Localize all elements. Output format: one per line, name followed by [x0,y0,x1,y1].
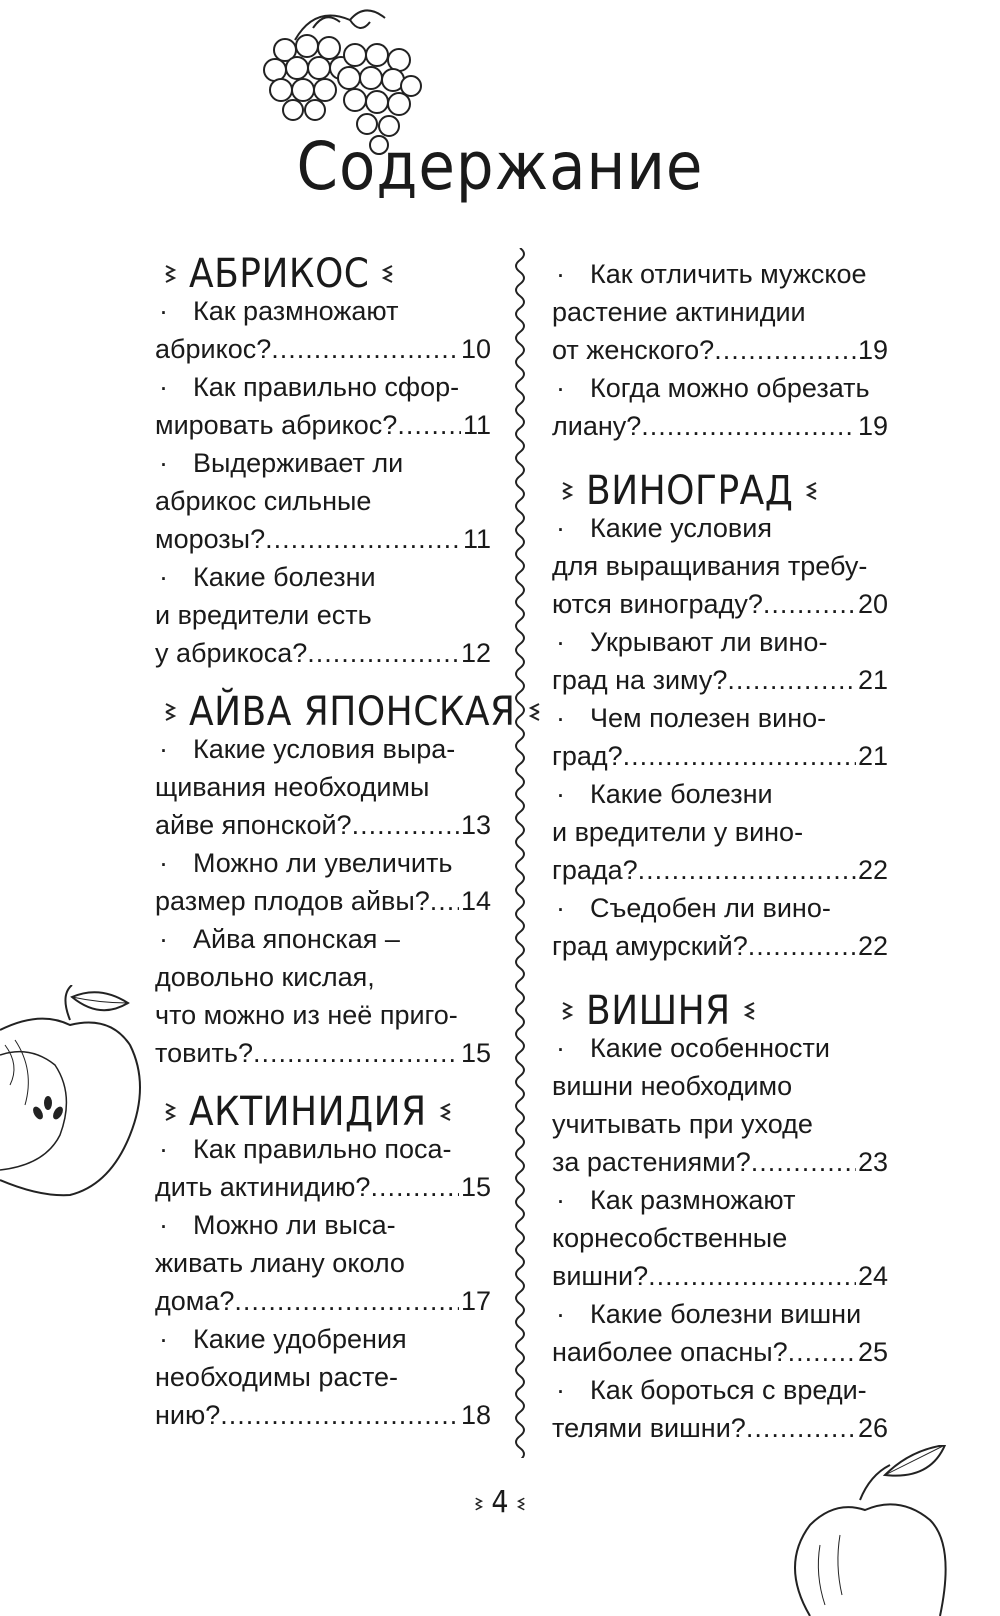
entry-text-line [155,730,491,768]
toc-section [155,686,516,1072]
entry-text-line [155,844,491,882]
entry-text-line [552,1105,888,1143]
entry-text-line [552,623,888,661]
toc-entry[interactable] [552,623,888,699]
entry-text-line [155,596,491,634]
entry-text: Как размножают [193,296,399,326]
toc-column-right [552,248,888,1447]
entry-text-line [552,1029,888,1067]
entry-text: что можно из неё приго- [155,1000,458,1030]
entry-text: и вредители есть [155,600,372,630]
section-title: АКТИНИДИЯ [189,1089,427,1135]
toc-entry[interactable] [155,730,491,844]
entry-text-line [155,558,491,596]
entry-text-line [552,813,888,851]
bullet-glyph: · [556,779,565,809]
bullet-glyph: · [159,734,168,764]
wavy-divider [510,248,530,1458]
entry-text: абрикос? [155,334,272,364]
entry-text: Какие болезни [193,562,376,592]
dot-leader [307,634,459,672]
dot-leader [746,1409,856,1447]
entry-last-line [552,585,888,623]
toc-section [155,1086,491,1434]
entry-text: Какие условия [590,513,772,543]
toc-entry[interactable] [155,368,491,444]
bullet-glyph: · [159,1134,168,1164]
entry-last-line [552,407,888,445]
entry-page-number: 10 [460,334,491,364]
entry-text-line [155,996,491,1034]
entry-text: Какие особенности [590,1033,830,1063]
dot-leader [648,1257,856,1295]
entry-text-line [155,292,491,330]
entry-page-number: 22 [857,931,888,961]
dot-leader [220,1396,459,1434]
entry-text: растение актинидии [552,297,806,327]
entry-last-line [155,406,491,444]
bullet-glyph: · [556,627,565,657]
entry-text: наиболее опасны? [552,1337,788,1367]
toc-entry[interactable] [155,920,491,1072]
entry-text: необходимы расте- [155,1362,399,1392]
entry-last-line [552,331,888,369]
bullet-glyph: · [159,296,168,326]
entry-text-line [552,1067,888,1105]
entry-text: лиану? [552,411,642,441]
entry-text-line [552,889,888,927]
entry-text: Можно ли выса- [193,1210,396,1240]
entry-text: корнесобственные [552,1223,788,1253]
dot-leader [641,407,856,445]
entry-text-line [552,1219,888,1257]
entry-text: дить актинидию? [155,1172,371,1202]
entry-last-line [552,851,888,889]
entry-text: довольно кислая, [155,962,375,992]
toc-entry[interactable] [552,889,888,965]
bullet-glyph: · [159,924,168,954]
arrow-right-ornament-icon [562,1000,576,1022]
entry-last-line [552,927,888,965]
bullet-glyph: · [159,448,168,478]
bullet-glyph: · [556,1033,565,1063]
entry-text: Айва японская – [193,924,400,954]
entry-page-number: 22 [857,855,888,885]
entry-text: за растениями? [552,1147,751,1177]
arrow-right-ornament-icon [475,1495,485,1513]
entry-text: товить? [155,1038,253,1068]
arrow-left-ornament-icon [437,1101,451,1123]
entry-page-number: 14 [460,886,491,916]
apple-half-illustration-icon [0,985,150,1200]
entry-text-line [155,1244,491,1282]
entry-text: Как бороться с вреди- [590,1375,867,1405]
dot-leader [265,520,461,558]
arrow-left-ornament-icon [741,1000,755,1022]
toc-entry[interactable] [155,558,491,672]
dot-leader [253,1034,459,1072]
entry-text-line [552,1295,888,1333]
entry-text: Какие удобрения [193,1324,407,1354]
toc-entry[interactable] [155,844,491,920]
entry-text: Как правильно сфор- [193,372,460,402]
entry-text-line [552,369,888,407]
entry-text-line [155,958,491,996]
toc-section [552,985,888,1447]
entry-page-number: 13 [460,810,491,840]
entry-page-number: 19 [857,411,888,441]
entry-text-line [155,1206,491,1244]
entry-text: мировать абрикос? [155,410,398,440]
dot-leader [397,406,461,444]
entry-text: Когда можно обрезать [590,373,870,403]
bullet-glyph: · [556,893,565,923]
bullet-glyph: · [556,513,565,543]
toc-entry[interactable] [552,255,888,369]
bullet-glyph: · [556,1299,565,1329]
entry-page-number: 11 [462,524,491,554]
toc-entry[interactable] [155,444,491,558]
entry-text-line [155,1130,491,1168]
entry-text-line [155,368,491,406]
entry-page-number: 19 [857,335,888,365]
entry-text: ются винограду? [552,589,763,619]
arrow-right-ornament-icon [165,1101,179,1123]
apple-illustration-icon [780,1445,1000,1616]
entry-last-line [155,634,491,672]
toc-entry[interactable] [552,699,888,775]
entry-text: вишни необходимо [552,1071,793,1101]
entry-text: для выращивания требу- [552,551,868,581]
arrow-left-ornament-icon [379,263,393,285]
dot-leader [727,661,856,699]
entry-page-number: 20 [857,589,888,619]
arrow-right-ornament-icon [562,480,576,502]
arrow-right-ornament-icon [165,701,179,723]
entry-page-number: 24 [857,1261,888,1291]
entry-text: град амурский? [552,931,748,961]
bullet-glyph: · [556,1185,565,1215]
dot-leader [370,1168,459,1206]
entry-last-line [155,520,491,558]
dot-leader [271,330,459,368]
folio-number: 4 [491,1485,509,1520]
entry-text: Какие болезни вишни [590,1299,862,1329]
entry-text: Чем полезен вино- [590,703,827,733]
entry-text-line [552,699,888,737]
entry-page-number: 21 [857,741,888,771]
entry-text: абрикос сильные [155,486,372,516]
entry-last-line [155,330,491,368]
bullet-glyph: · [556,703,565,733]
entry-text: Выдерживает ли [193,448,404,478]
toc-section [552,465,888,965]
section-title: ВИНОГРАД [586,468,794,514]
entry-text-line [155,482,491,520]
toc-entry[interactable] [552,369,888,445]
entry-text: щивания необходимы [155,772,430,802]
entry-last-line [155,1168,491,1206]
bullet-glyph: · [159,372,168,402]
entry-page-number: 23 [857,1147,888,1177]
entry-last-line [552,661,888,699]
dot-leader [234,1282,459,1320]
entry-last-line [552,1257,888,1295]
entry-text-line [552,293,888,331]
entry-text: дома? [155,1286,235,1316]
toc-entry[interactable] [155,1320,491,1434]
entry-last-line [155,1282,491,1320]
entry-text: размер плодов айвы? [155,886,430,916]
dot-leader [788,1333,856,1371]
entry-text-line [552,509,888,547]
entry-last-line [552,1333,888,1371]
entry-text: морозы? [155,524,266,554]
toc-entry[interactable] [552,1295,888,1371]
entry-text-line [552,775,888,813]
entry-text: Как размножают [590,1185,796,1215]
arrow-left-ornament-icon [803,480,817,502]
arrow-left-ornament-icon [515,1495,525,1513]
toc-column-left [155,248,516,1434]
dot-leader [751,1143,856,1181]
entry-last-line [552,737,888,775]
toc-entry[interactable] [552,1029,888,1181]
entry-text: Какие болезни [590,779,773,809]
section-title: ВИШНЯ [586,988,731,1034]
entry-last-line [155,1396,491,1434]
entry-page-number: 15 [460,1172,491,1202]
dot-leader [352,806,459,844]
entry-text: телями вишни? [552,1413,746,1443]
toc-entry[interactable] [552,509,888,623]
bullet-glyph: · [159,848,168,878]
bullet-glyph: · [159,562,168,592]
entry-text-line [155,1358,491,1396]
entry-text: Какие условия выра- [193,734,456,764]
entry-text-line [155,1320,491,1358]
toc-entry[interactable] [155,292,491,368]
dot-leader [748,927,856,965]
page-number [0,1485,1000,1520]
entry-text: Съедобен ли вино- [590,893,831,923]
section-title: АБРИКОС [189,251,370,297]
entry-text-line [552,1371,888,1409]
bullet-glyph: · [556,373,565,403]
entry-text: нию? [155,1400,221,1430]
dot-leader [638,851,856,889]
entry-last-line [155,806,491,844]
entry-text: град на зиму? [552,665,728,695]
toc-section-continuation [552,255,888,445]
bullet-glyph: · [159,1210,168,1240]
entry-text: от женского? [552,335,715,365]
entry-text: града? [552,855,638,885]
entry-text-line [552,1181,888,1219]
entry-text: град? [552,741,623,771]
entry-page-number: 18 [460,1400,491,1430]
entry-text-line [552,255,888,293]
toc-entry[interactable] [155,1206,491,1320]
entry-page-number: 12 [460,638,491,668]
entry-page-number: 15 [460,1038,491,1068]
toc-entry[interactable] [552,1371,888,1447]
entry-text: вишни? [552,1261,649,1291]
entry-page-number: 25 [857,1337,888,1367]
entry-text-line [155,768,491,806]
entry-text: у абрикоса? [155,638,308,668]
page-title: Содержание [296,128,704,205]
entry-text: Укрывают ли вино- [590,627,828,657]
section-title: АЙВА ЯПОНСКАЯ [189,689,516,735]
entry-page-number: 26 [857,1413,888,1443]
entry-text: живать лиану около [155,1248,405,1278]
dot-leader [623,737,856,775]
entry-last-line [155,1034,491,1072]
dot-leader [430,882,459,920]
toc-entry[interactable] [155,1130,491,1206]
entry-last-line [155,882,491,920]
entry-text: айве японской? [155,810,352,840]
toc-section [155,248,491,672]
entry-text: учитывать при уходе [552,1109,813,1139]
entry-text: Как отличить мужское [590,259,867,289]
toc-entry[interactable] [552,1181,888,1295]
entry-last-line [552,1143,888,1181]
toc-entry[interactable] [552,775,888,889]
entry-text: и вредители у вино- [552,817,804,847]
bullet-glyph: · [159,1324,168,1354]
dot-leader [714,331,856,369]
arrow-left-ornament-icon [526,701,540,723]
entry-text: Можно ли увеличить [193,848,453,878]
bullet-glyph: · [556,259,565,289]
bullet-glyph: · [556,1375,565,1405]
entry-text: Как правильно поса- [193,1134,452,1164]
entry-text-line [155,920,491,958]
entry-page-number: 17 [460,1286,491,1316]
entry-text-line [155,444,491,482]
entry-text-line [552,547,888,585]
arrow-right-ornament-icon [165,263,179,285]
dot-leader [763,585,856,623]
entry-page-number: 11 [462,410,491,440]
entry-page-number: 21 [857,665,888,695]
entry-last-line [552,1409,888,1447]
